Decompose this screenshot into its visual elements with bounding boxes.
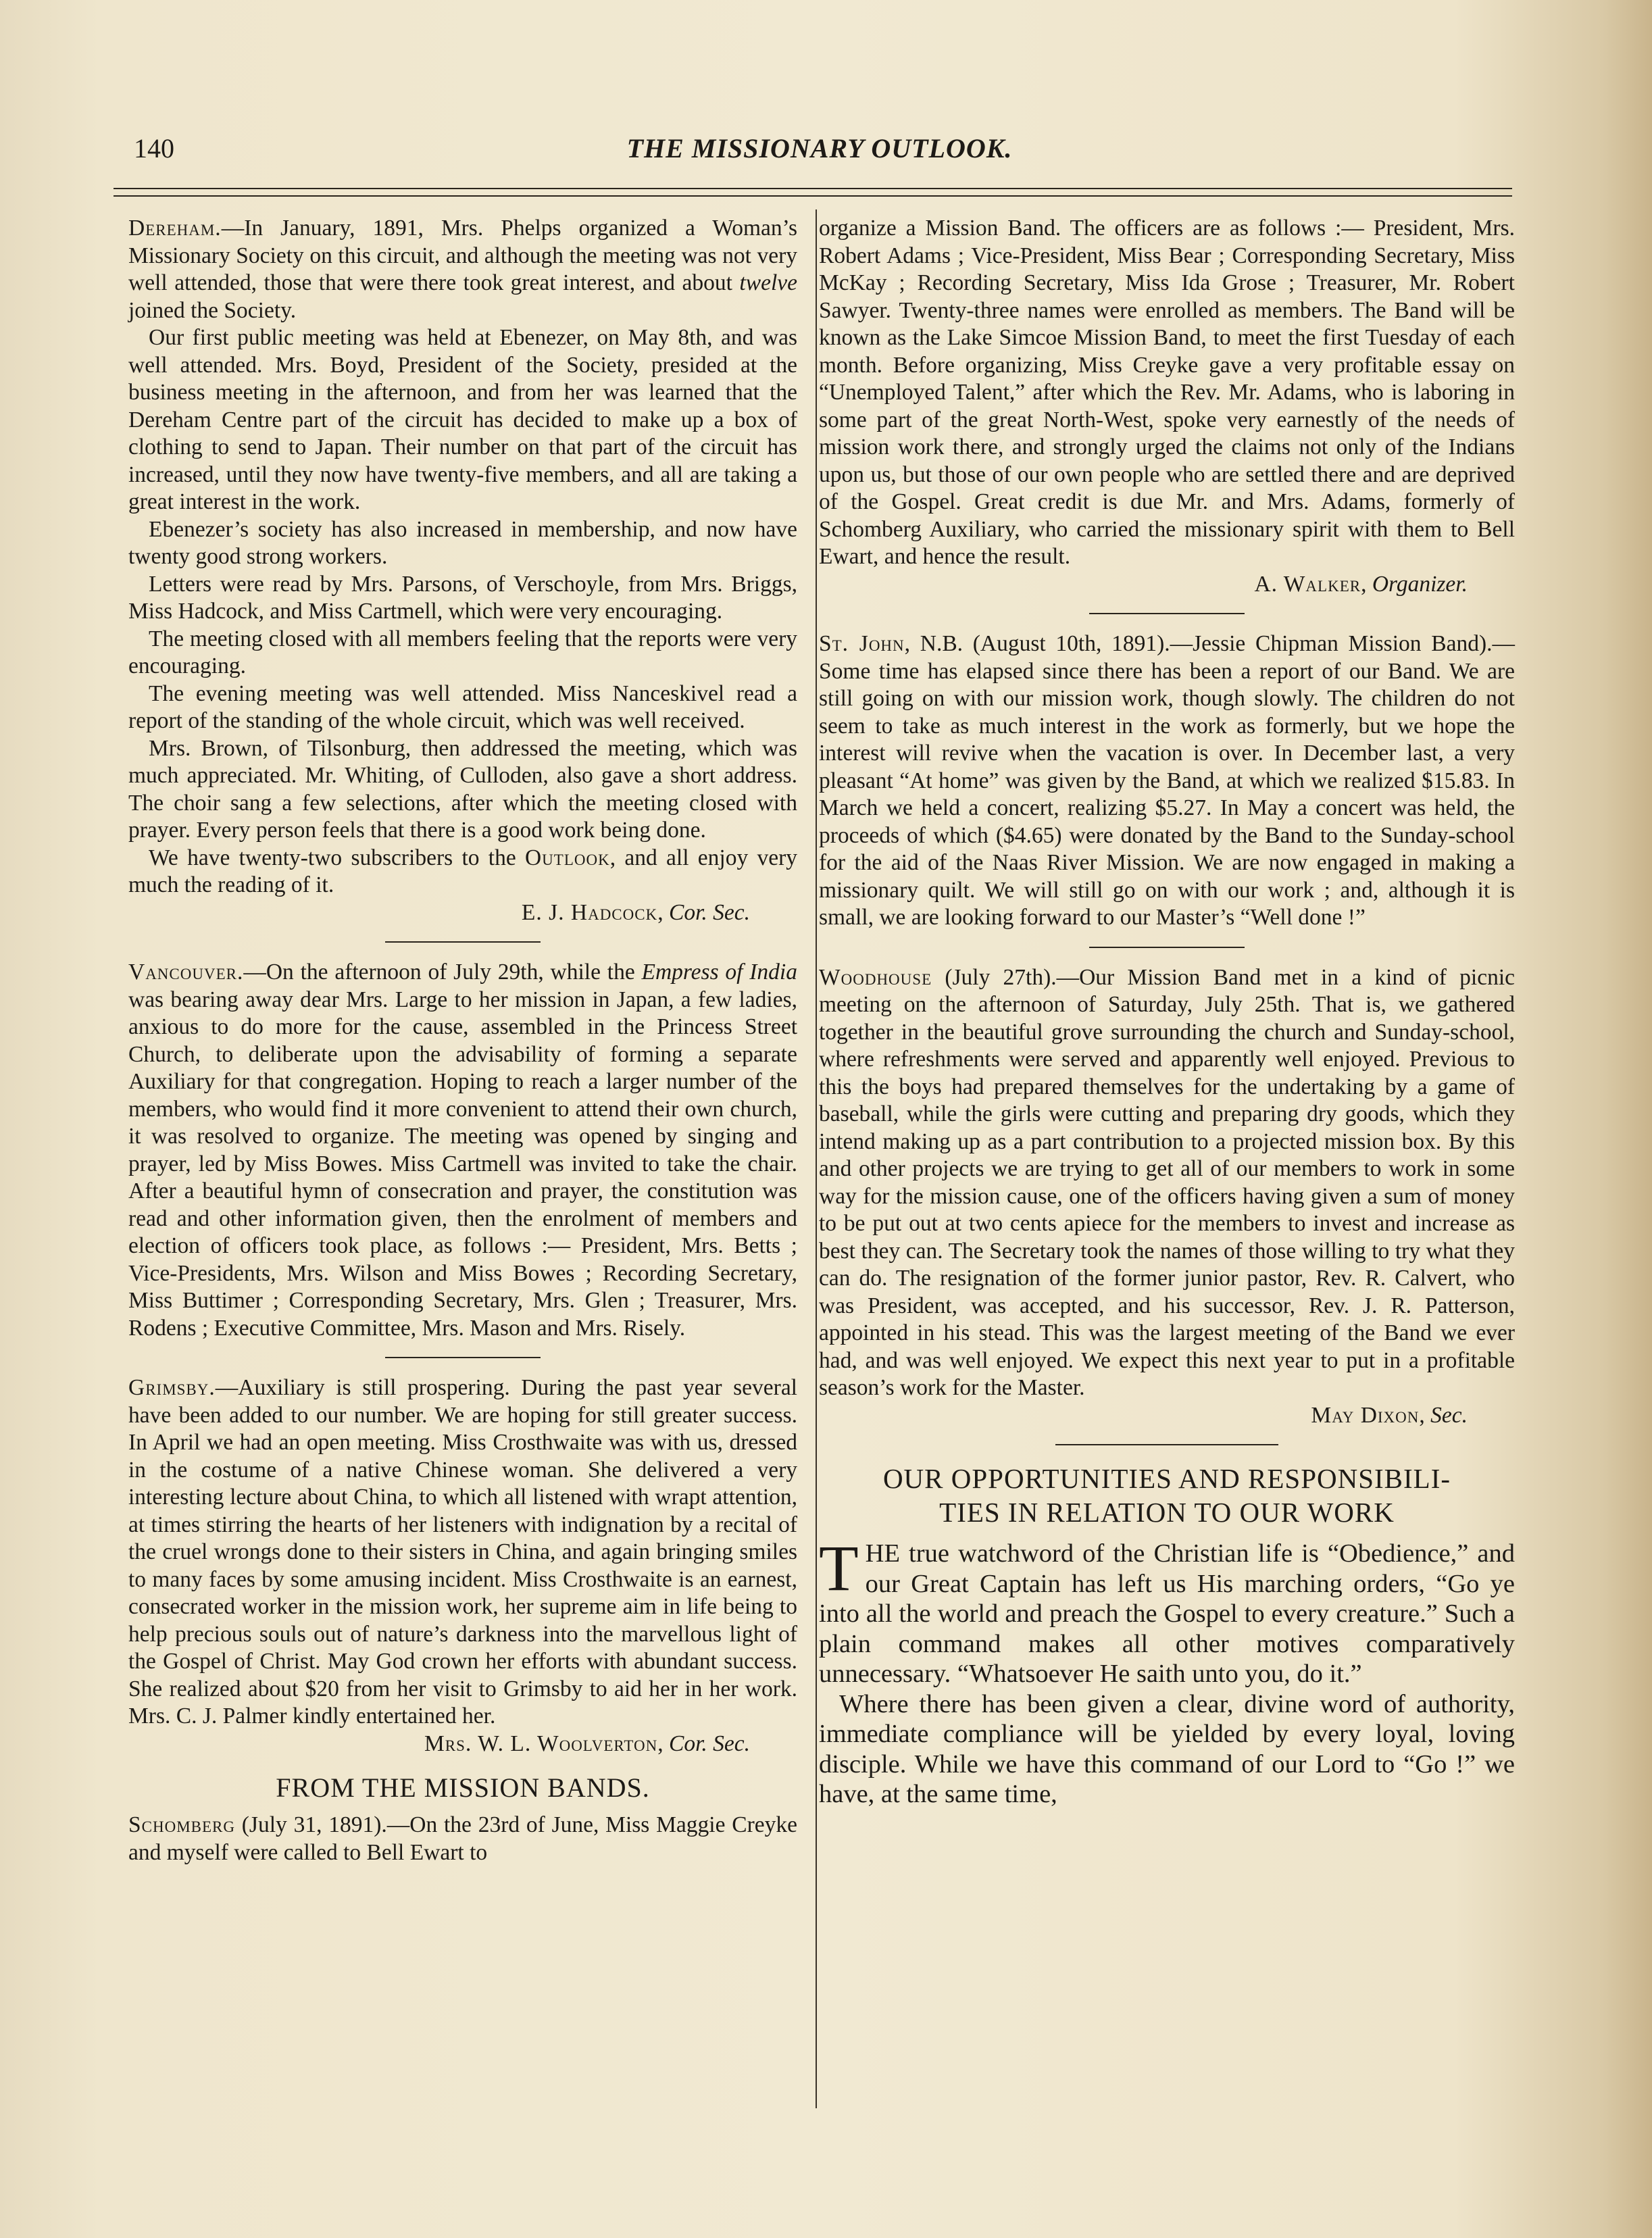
column-divider: [816, 209, 817, 2108]
dereham-paragraph-1: Dereham.—In January, 1891, Mrs. Phelps organized a Woman’s Missionary Society on this circuit, and although the meeting was not very well attended, those that were there took great interest, and about twelve joined the Society.: [128, 216, 797, 323]
schomberg-continued: organize a Mission Band. The officers are as follows :— President, Mrs. Robert Adams ; Vice-President, Miss Bear ; Corresponding Secretary, Miss McKay ; Recording Secretary, Miss Ida Grose ; Treasurer, Mr. Robert Sawyer. Twenty-three names were enrolled as members. The Band will be known as the Lake Simcoe Mission Band, to meet the first Tuesday of each month. Before organizing, Miss Creyke gave a very profitable essay on “Unemployed Talent,” after which the Rev. Mr. Adams, who is laboring in some part of the great North-West, spoke very earnestly of the needs of mission work there, and strongly urged the claims not only of the Indians upon us, but those of our own people who are settled there and are deprived of the Gospel. Great credit is due Mr. and Mrs. Adams, formerly of Schomberg Auxiliary, who carried the missionary spirit with them to Bell Ewart, and hence the result.: [819, 216, 1515, 569]
article-paragraph-1: THE true watchword of the Christian life is “Obedience,” and our Great Captain has left us His marching orders, “Go ye into all the world and preach the Gospel to every creature.” Such a plain command makes all other motives comparatively unnecessary. “Whatsoever He saith unto you, do it.”: [819, 1532, 1515, 1688]
dereham-signature: E. J. Hadcock, Cor. Sec.: [521, 899, 750, 925]
dereham-report: [128, 215, 797, 926]
drop-cap: T: [819, 1532, 859, 1604]
article-title: OUR OPPORTUNITIES AND RESPONSIBILI- TIES IN RELATION TO OUR WORK: [882, 1463, 1451, 1528]
dereham-paragraph-8: We have twenty-two subscribers to the Outlook, and all enjoy very much the reading of it.: [128, 845, 797, 897]
article-paragraph-2: Where there has been given a clear, divine word of authority, immediate compliance will be yielded by every loyal, loving disciple. While we have this command of our Lord to “Go !” we have, at the same time,: [819, 1689, 1515, 1808]
dereham-paragraph-2: Our first public meeting was held at Ebenezer, on May 8th, and was well attended. Mrs. Boyd, President of the Society, presided at the business meeting in the afternoon, and from her was learned that the Dereham Centre part of the circuit has decided to make up a box of clothing to send to Japan. Their number on that part of the circuit has increased, until they now have twenty-five members, and all are taking a great interest in the work.: [128, 325, 797, 514]
woodhouse-heading: Woodhouse: [819, 964, 932, 990]
grimsby-paragraph: Grimsby.—Auxiliary is still prospering. During the past year several have been added to our number. We are hoping for still greater success. In April we had an open meeting. Miss Crosthwaite was with us, dressed in the costume of a native Chinese woman. She delivered a very interesting lecture about China, to which all listened with wrapt attention, at times stirring the hearts of her listeners with indignation by a recital of the cruel wrongs done to their sisters in China, and again bringing smiles to many faces by some amusing incident. Miss Crosthwaite is an earnest, consecrated worker in the mission work, her supreme aim in life being to help precious souls out of nature’s darkness into the marvellous light of the Gospel of Christ. May God crown her efforts with abundant success. She realized about $20 from her visit to Grimsby to aid her in her work. Mrs. C. J. Palmer kindly entertained her.: [128, 1375, 797, 1729]
right-column: [819, 215, 1515, 1810]
section-separator: [1089, 613, 1245, 614]
st-john-heading: St. John: [819, 631, 905, 656]
header-rule-top: [114, 188, 1512, 189]
dereham-paragraph-3: Ebenezer’s society has also increased in membership, and now have twenty good strong workers.: [128, 516, 797, 569]
schomberg-paragraph: Schomberg (July 31, 1891).—On the 23rd of June, Miss Maggie Creyke and myself were called to Bell Ewart to: [128, 1812, 797, 1865]
vancouver-paragraph: Vancouver.—On the afternoon of July 29th, while the Empress of India was bearing away dear Mrs. Large to her mission in Japan, a few ladies, anxious to do more for the cause, assembled in the Princess Street Church, to deliberate upon the advisability of forming a separate Auxiliary for that congregation. Hoping to reach a larger number of the members, who would find it more convenient to attend their own church, it was resolved to organize. The meeting was opened by singing and prayer, led by Miss Bowes. Miss Cartmell was invited to take the chair. After a beautiful hymn of consecration and prayer, the constitution was read and other information given, then the enrolment of members and election of officers took place, as follows :— President, Mrs. Betts ; Vice-Presidents, Mrs. Wilson and Miss Bowes ; Recording Secretary, Miss Buttimer ; Corresponding Secretary, Mrs. Glen ; Treasurer, Mrs. Rodens ; Executive Committee, Mrs. Mason and Mrs. Risely.: [128, 960, 797, 1341]
page-number: 140: [134, 133, 174, 164]
grimsby-heading: Grimsby.: [128, 1375, 216, 1400]
woodhouse-signature: May Dixon, Sec.: [1311, 1402, 1468, 1428]
dereham-paragraph-7: Mrs. Brown, of Tilsonburg, then addressed the meeting, which was much appreciated. Mr. Whiting, of Culloden, also gave a short address. The choir sang a few selections, after which the meeting closed with prayer. Every person feels that there is a good work being done.: [128, 735, 797, 843]
header-rule-bottom: [114, 195, 1512, 197]
mission-bands-heading: FROM THE MISSION BANDS.: [276, 1772, 650, 1803]
section-separator: [385, 941, 541, 943]
schomberg-signature: A. Walker, Organizer.: [1254, 571, 1468, 597]
schomberg-heading: Schomberg: [128, 1812, 235, 1837]
dereham-paragraph-6: The evening meeting was well attended. Miss Nanceskivel read a report of the standing of the whole circuit, which was well received.: [128, 680, 797, 733]
section-separator: [1089, 947, 1245, 948]
dereham-paragraph-4: Letters were read by Mrs. Parsons, of Verschoyle, from Mrs. Briggs, Miss Hadcock, and Miss Cartmell, which were very encouraging.: [128, 571, 797, 624]
page-header: [134, 132, 1505, 173]
left-column: [128, 215, 797, 1866]
vancouver-report: [128, 959, 797, 1342]
st-john-paragraph: St. John, N.B. (August 10th, 1891).—Jessie Chipman Mission Band).—Some time has elapsed since there has been a report of our Band. We are still going on with our mission work, though slowly. The children do not seem to take as much interest in the work as formerly, but we hope the interest will revive when the vacation is over. In December last, a very pleasant “At home” was given by the Band, at which we realized $15.83. In March we held a concert, realizing $5.27. In May a concert was held, the proceeds of which ($4.65) were donated by the Band to the Sunday-school for the aid of the Naas River Mission. We are now engaged in making a missionary quilt. We will still go on with our work ; and, although it is small, we are looking forward to our Master’s “Well done !”: [819, 631, 1515, 930]
grimsby-report: [128, 1374, 797, 1758]
section-separator: [385, 1357, 541, 1358]
grimsby-signature: Mrs. W. L. Woolverton, Cor. Sec.: [424, 1731, 750, 1756]
vancouver-heading: Vancouver.: [128, 960, 244, 985]
running-title: THE MISSIONARY OUTLOOK.: [626, 133, 1013, 164]
dereham-paragraph-5: The meeting closed with all members feeling that the reports were very encouraging.: [128, 626, 797, 678]
dereham-heading: Dereham.: [128, 216, 222, 241]
section-separator: [1055, 1444, 1278, 1445]
woodhouse-paragraph: Woodhouse (July 27th).—Our Mission Band met in a kind of picnic meeting on the afternoon of Saturday, July 25th. That is, we gathered together in the beautiful grove surrounding the church and Sunday-school, where refreshments were served and apparently well enjoyed. Previous to this the boys had prepared themselves for the undertaking by a game of baseball, while the girls were cutting and preparing dry goods, which they intend making up as a part contribution to a projected mission box. By this and other projects we are trying to get all of our members to work in some way for the mission cause, one of the officers having given a sum of money to be put out at two cents apiece for the members to invest and increase as best they can. The Secretary took the names of those willing to try what they can do. The resignation of the former junior pastor, Rev. R. Calvert, who was President, was accepted, and his successor, Rev. J. R. Patterson, appointed in his stead. This was the largest meeting of the Band we ever had, and was well enjoyed. We expect this next year to put in a profitable season’s work for the Master.: [819, 964, 1515, 1400]
